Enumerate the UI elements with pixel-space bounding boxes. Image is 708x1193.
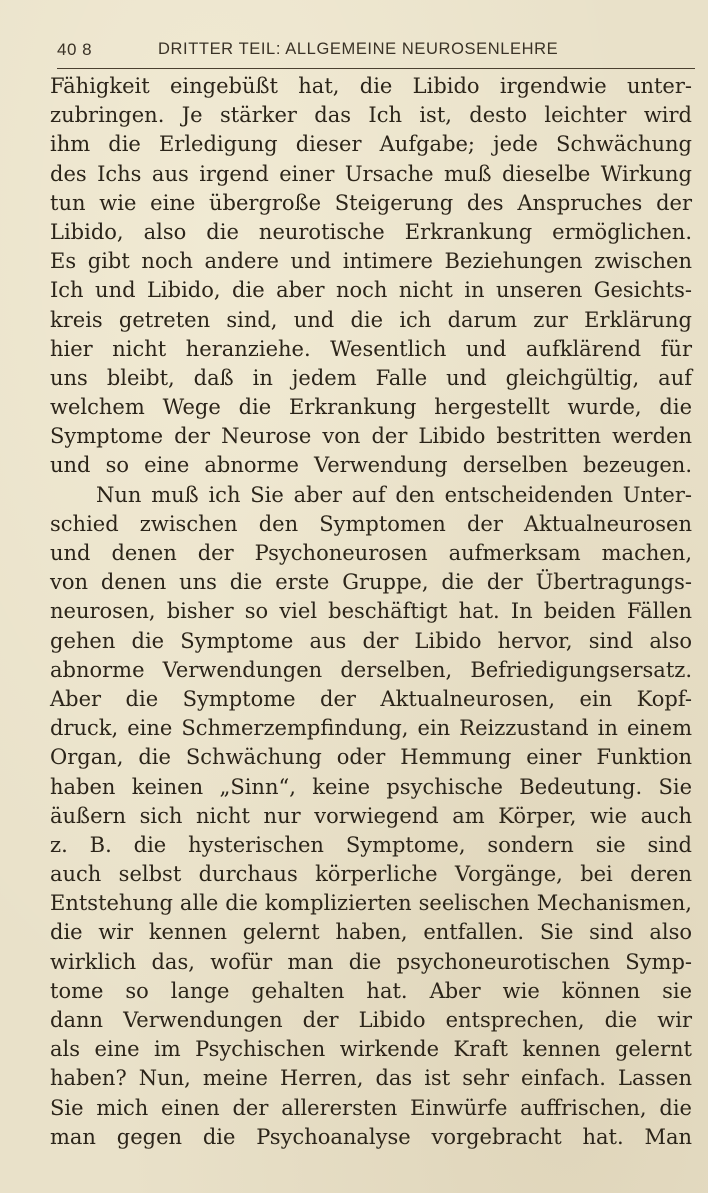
text-line: wirklich das, wofür man die psychoneurotischen Symp- — [50, 949, 692, 974]
page-header — [57, 40, 695, 69]
text-line: Organ, die Schwächung oder Hemmung einer Funktion — [50, 745, 692, 770]
text-line: Sie mich einen der allerersten Einwürfe auffrischen, die — [50, 1095, 692, 1120]
text-line: äußern sich nicht nur vorwiegend am Körper, wie auch — [50, 803, 692, 828]
text-line: neurosen, bisher so viel beschäftigt hat. In beiden Fällen — [50, 599, 692, 624]
text-line: haben? Nun, meine Herren, das ist sehr einfach. Lassen — [50, 1066, 692, 1091]
text-line: uns bleibt, daß in jedem Falle und gleichgültig, auf — [50, 365, 692, 390]
body-text — [50, 72, 692, 1152]
text-line: Nun muß ich Sie aber auf den entscheidenden Unter- — [96, 482, 692, 507]
running-head: DRITTER TEIL: ALLGEMEINE NEUROSENLEHRE — [158, 40, 559, 58]
text-line: schied zwischen den Symptomen der Aktualneurosen — [50, 511, 692, 536]
text-line: welchem Wege die Erkrankung hergestellt wurde, die — [50, 395, 692, 420]
page-number: 40 8 — [57, 40, 93, 59]
text-line: Ich und Libido, die aber noch nicht in unseren Gesichts- — [50, 278, 692, 303]
text-line: gehen die Symptome aus der Libido hervor, sind also — [50, 628, 692, 653]
text-line: ihm die Erledigung dieser Aufgabe; jede Schwächung — [50, 132, 692, 157]
text-line: tun wie eine übergroße Steigerung des Anspruches der — [50, 190, 692, 215]
text-line: tome so lange gehalten hat. Aber wie können sie — [50, 978, 692, 1003]
text-line: Symptome der Neurose von der Libido bestritten werden — [50, 424, 692, 449]
text-line: als eine im Psychischen wirkende Kraft kennen gelernt — [50, 1037, 692, 1062]
text-line: des Ichs aus irgend einer Ursache muß dieselbe Wirkung — [50, 161, 692, 186]
text-line: Es gibt noch andere und intimere Beziehungen zwischen — [50, 249, 692, 274]
text-line: Libido, also die neurotische Erkrankung ermöglichen. — [50, 219, 692, 244]
text-line: und so eine abnorme Verwendung derselben bezeugen. — [50, 453, 692, 478]
paragraph-2 — [50, 481, 692, 1152]
text-line: Entstehung alle die komplizierten seelischen Mechanismen, — [50, 891, 692, 916]
paragraph-1 — [50, 72, 692, 481]
text-line: von denen uns die erste Gruppe, die der Übertragungs- — [50, 570, 692, 595]
text-line: und denen der Psychoneurosen aufmerksam machen, — [50, 541, 692, 565]
text-line: abnorme Verwendungen derselben, Befriedigungsersatz. — [50, 657, 692, 682]
text-line: kreis getreten sind, und die ich darum zur Erklärung — [50, 307, 692, 332]
text-line: druck, eine Schmerzempfindung, ein Reizzustand in einem — [50, 716, 692, 741]
text-line: man gegen die Psychoanalyse vorgebracht hat. Man — [50, 1124, 692, 1149]
text-line: Aber die Symptome der Aktualneurosen, ein Kopf- — [50, 686, 692, 711]
text-line: dann Verwendungen der Libido entsprechen, die wir — [50, 1008, 692, 1032]
text-line: Fähigkeit eingebüßt hat, die Libido irgendwie unter- — [50, 74, 692, 98]
text-line: auch selbst durchaus körperliche Vorgänge, bei deren — [50, 862, 692, 887]
text-line: haben keinen „Sinn“, keine psychische Bedeutung. Sie — [50, 774, 692, 799]
text-line: hier nicht heranziehe. Wesentlich und aufklärend für — [50, 336, 692, 361]
text-line: z. B. die hysterischen Symptome, sondern sie sind — [50, 832, 692, 857]
text-line: die wir kennen gelernt haben, entfallen. Sie sind also — [50, 920, 692, 945]
text-line: zubringen. Je stärker das Ich ist, desto leichter wird — [50, 103, 692, 128]
